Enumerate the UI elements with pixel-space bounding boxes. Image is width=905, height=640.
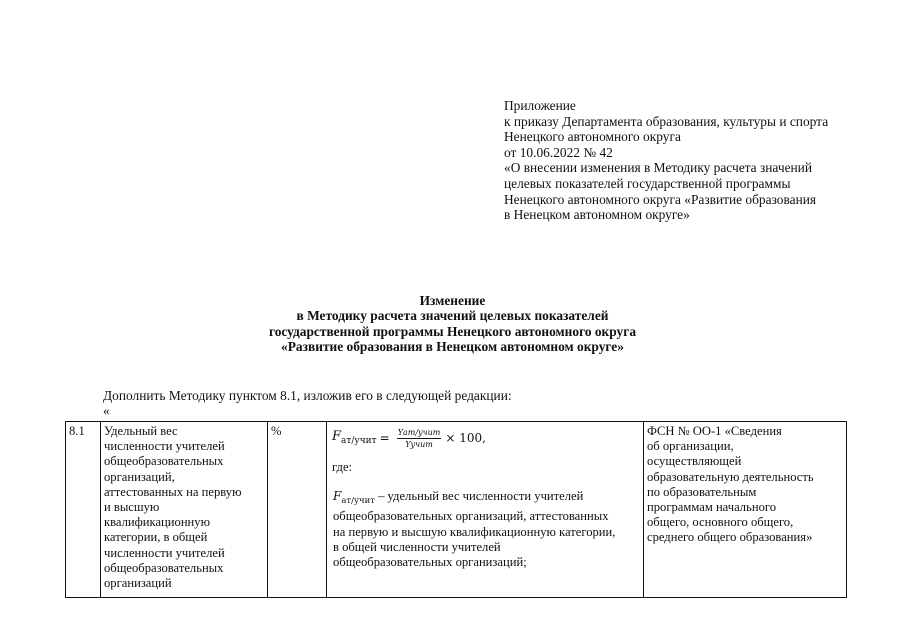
formula-cell [327, 422, 644, 598]
opening-quote: « [103, 403, 110, 418]
source-line: общего, основного общего, [647, 515, 794, 530]
definition-symbol: $F_{ат/учит}$ [333, 489, 375, 507]
definition-line: $F_{ат/учит}$ – удельный вес численности учителей [333, 489, 584, 507]
formula [332, 424, 640, 454]
source-line: среднего общего образования» [647, 530, 813, 545]
document-title [0, 293, 905, 354]
row-number: 8.1 [69, 424, 85, 438]
formula-definition [333, 489, 640, 570]
definition-line: в общей численности учителей [333, 539, 501, 554]
indicator-name-line: организаций, [104, 469, 175, 484]
formula-fraction [397, 428, 442, 450]
indicator-table [65, 421, 847, 598]
source-cell [644, 422, 847, 598]
row-number-cell [66, 422, 101, 598]
formula-tail: × 100, [445, 431, 486, 446]
formula-lhs-subscript: ат/учит [341, 435, 377, 446]
source-line: образовательную деятельность [647, 469, 814, 484]
indicator-name-cell [101, 422, 268, 598]
source-line: программам начального [647, 500, 777, 515]
intro-text: Дополнить Методику пунктом 8.1, изложив его в следующей редакции: [103, 388, 512, 403]
indicator-name-line: численности учителей [104, 545, 225, 560]
title-line: Изменение [419, 293, 486, 308]
indicator-name-line: аттестованных на первую [104, 484, 242, 499]
formula-equals: = [379, 431, 390, 446]
indicator-name-line: Удельный вес [104, 424, 178, 438]
source-line: ФСН № ОО-1 «Сведения [647, 424, 782, 438]
definition-line: на первую и высшую квалификационную категории, [333, 524, 616, 539]
formula-numerator: Yат/учит [397, 428, 441, 437]
appendix-line: «О внесении изменения в Методику расчета значений [504, 160, 813, 176]
appendix-line: Приложение [504, 98, 576, 113]
unit-value: % [271, 424, 282, 438]
indicator-name-line: численности учителей [104, 439, 225, 454]
indicator-name-line: категории, в общей [104, 530, 208, 545]
indicator-name-line: общеобразовательных [104, 454, 224, 469]
indicator-name-line: общеобразовательных [104, 560, 224, 575]
appendix-header [504, 98, 894, 223]
source-line: по образовательным [647, 484, 757, 499]
indicator-name-line: квалификационную [104, 515, 211, 530]
appendix-line: к приказу Департамента образования, культуры и спорта [504, 113, 829, 129]
formula-lhs: $F_{ат/учит}$ [332, 428, 377, 446]
appendix-line: Ненецкого автономного округа «Развитие образования [504, 191, 817, 207]
appendix-line: от 10.06.2022 № 42 [504, 144, 613, 160]
appendix-line: Ненецкого автономного округа [504, 129, 681, 145]
definition-line: общеобразовательных организаций; [333, 555, 527, 570]
definition-line: общеобразовательных организаций, аттестованных [333, 509, 609, 524]
appendix-line: целевых показателей государственной программы [504, 175, 791, 191]
title-line: государственной программы Ненецкого автономного округа [268, 323, 637, 339]
table-row [66, 422, 847, 598]
appendix-line: в Ненецком автономном округе» [504, 207, 690, 223]
title-line: «Развитие образования в Ненецком автономном округе» [281, 338, 624, 354]
formula-denominator: Yучит [405, 440, 433, 449]
source-line: осуществляющей [647, 454, 742, 469]
where-label: где: [332, 460, 353, 474]
unit-cell [268, 422, 327, 598]
source-line: об организации, [647, 439, 734, 454]
indicator-name-line: и высшую [104, 500, 160, 515]
title-line: в Методику расчета значений целевых показателей [296, 308, 609, 324]
indicator-name-line: организаций [104, 576, 172, 591]
